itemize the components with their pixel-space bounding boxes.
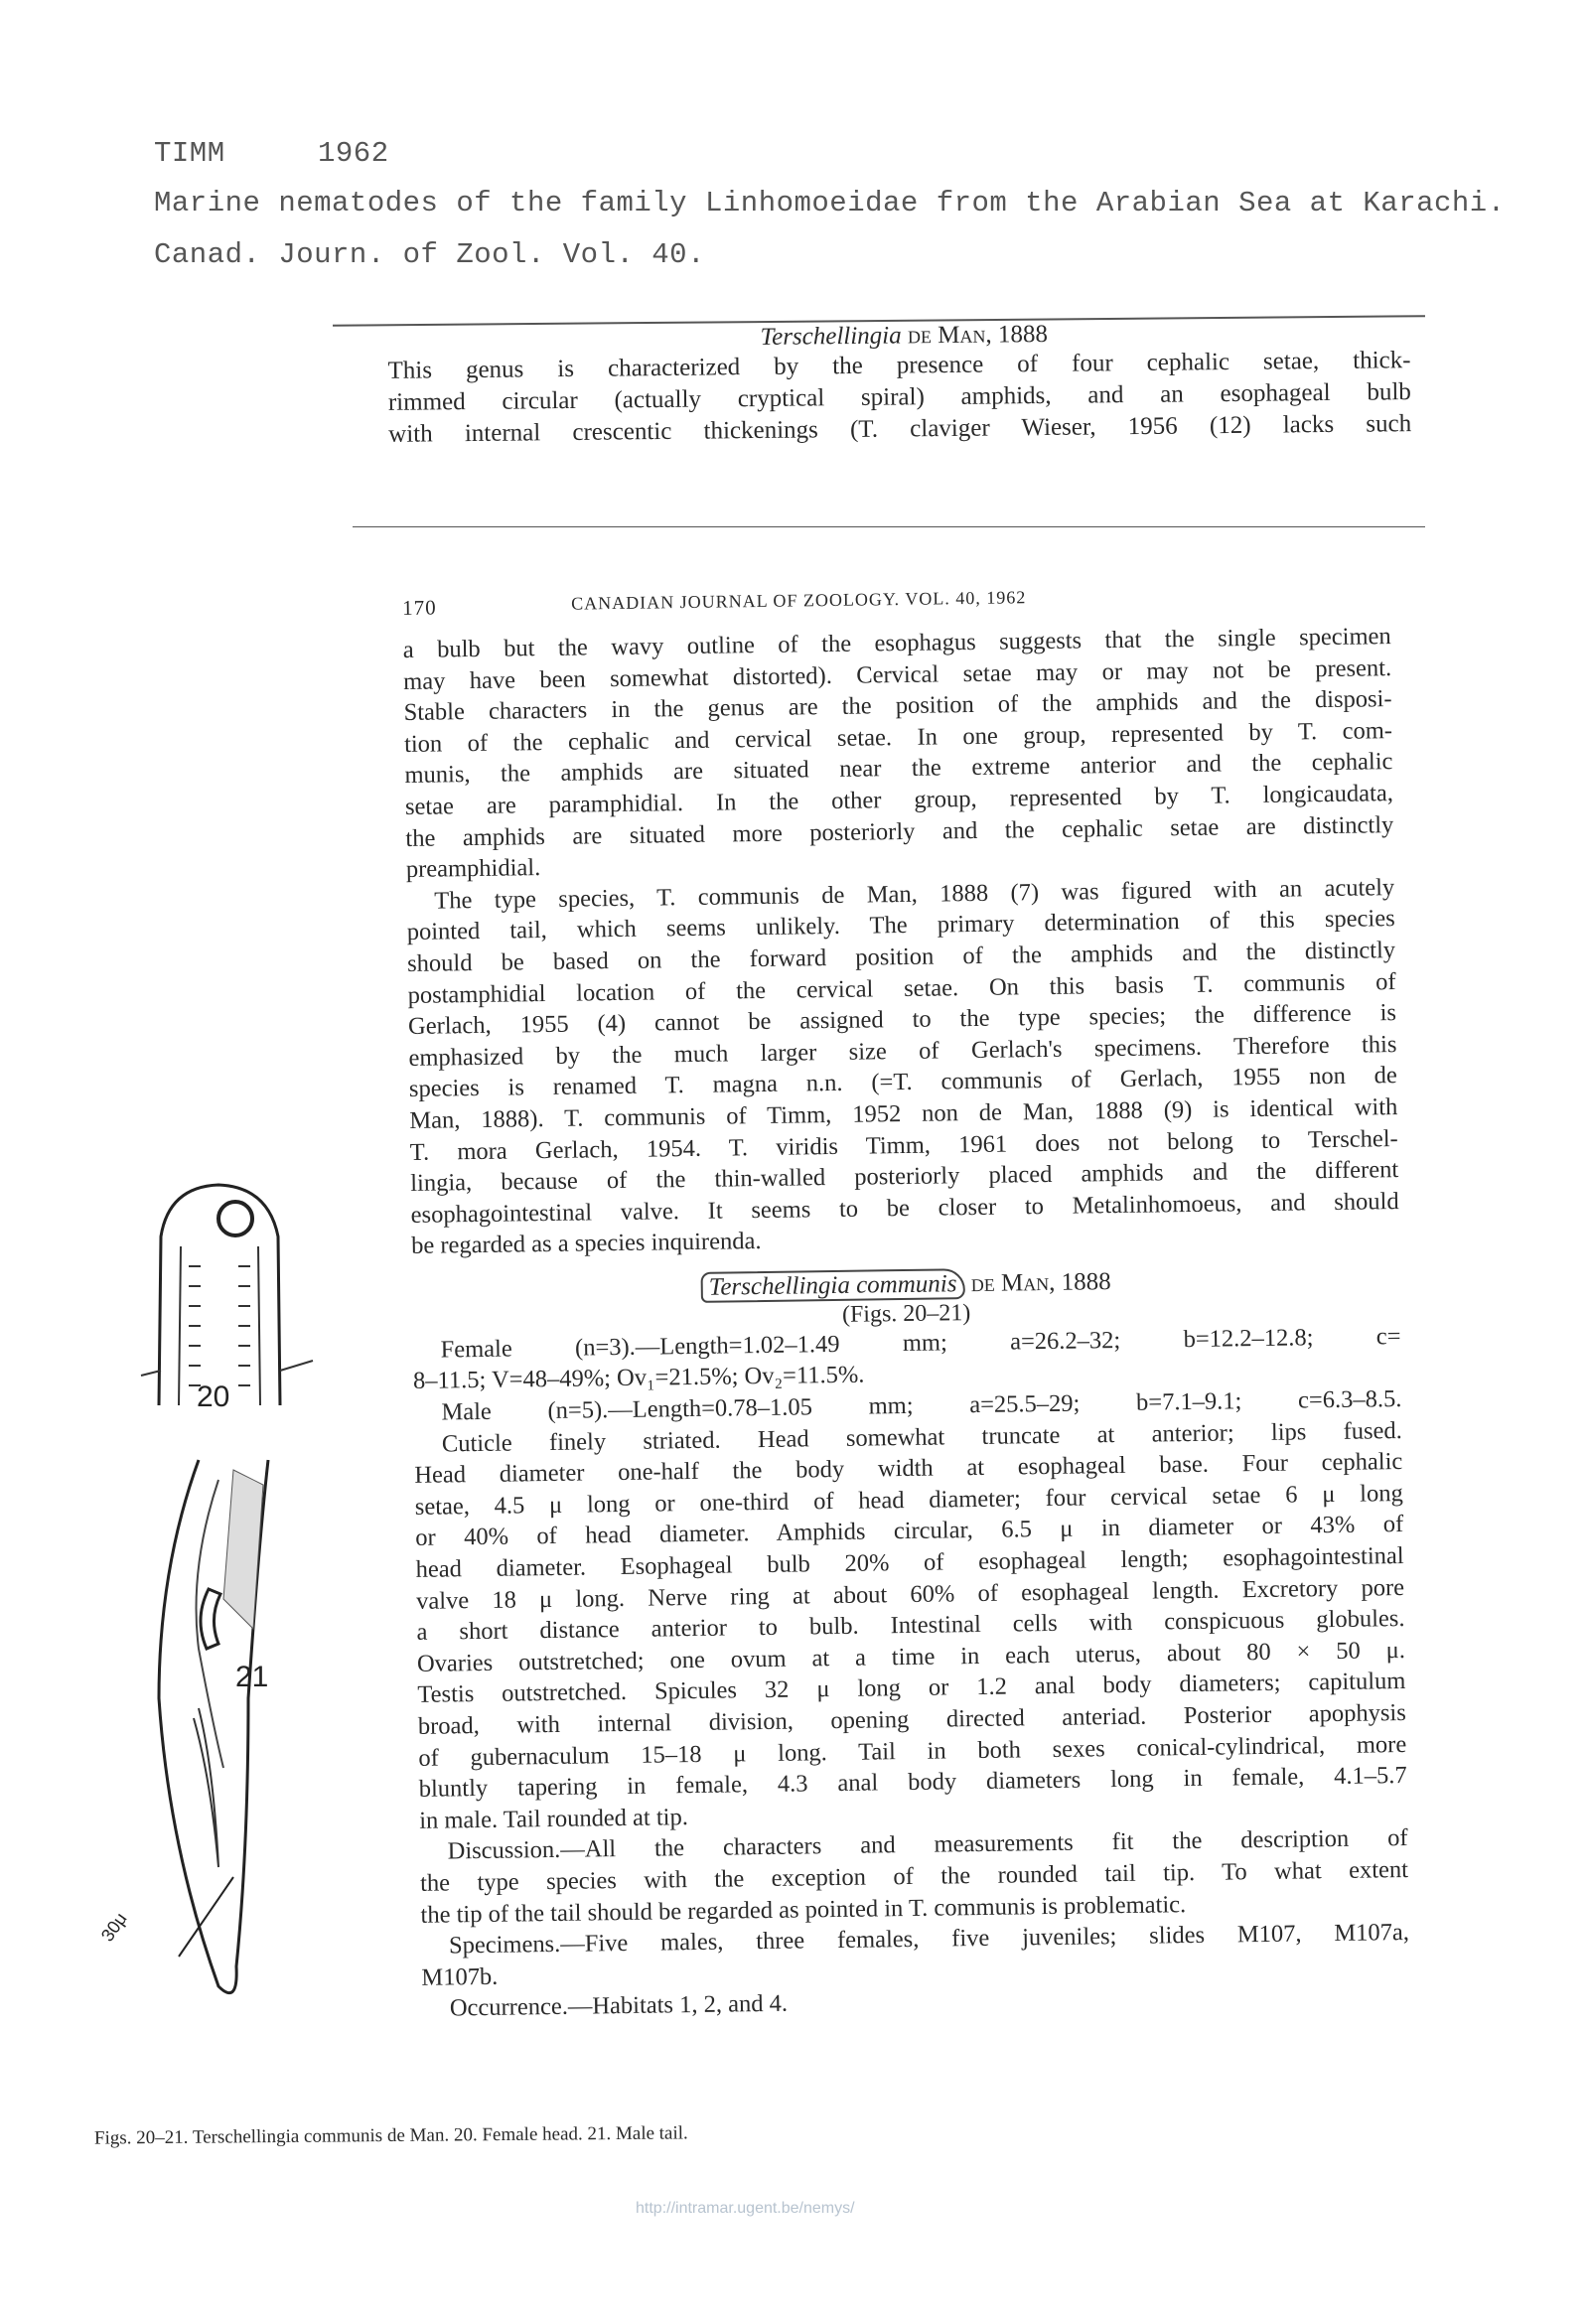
genus-name: Terschellingia (760, 322, 902, 351)
text-line: tion of the cephalic and cervical setae. In one group, represented by T. com- (403, 716, 1393, 758)
text-line: of gubernaculum 15–18 μ long. Tail in both sexes conical-cylindrical, more (418, 1730, 1407, 1772)
typed-journal: Canad. Journ. of Zool. Vol. 40. (154, 238, 705, 271)
text-line: bluntly tapering in female, 4.3 anal body diameters long in female, 4.1–5.7 (418, 1762, 1407, 1804)
text-line: Occurrence.—Habitats 1, 2, and 4. (449, 1990, 789, 2022)
text-line: Discussion.—All the characters and measurements fit the description of (447, 1824, 1408, 1865)
figure-caption: Figs. 20–21. Terschellingia communis de Man. 20. Female head. 21. Male tail. (93, 2122, 688, 2149)
clipping-bottom-rule (353, 526, 1425, 527)
text-line: Man, 1888). T. communis of Timm, 1952 non de Man, 1888 (9) is identical with (409, 1092, 1398, 1134)
text-line: a short distance anterior to bulb. Intestinal cells with conspicuous globules. (416, 1605, 1405, 1647)
text-line: valve 18 μ long. Nerve ring at about 60% of esophageal length. Excretory pore (415, 1573, 1405, 1615)
text-line: esophagointestinal valve. It seems to be closer to Metalinhomoeus, and should (410, 1187, 1399, 1229)
text-line: with internal crescentic thickenings (T. claviger Wieser, 1956 (12) lacks such (388, 410, 1412, 448)
text-line: M107b. (421, 1962, 499, 1991)
text-line: This genus is characterized by the presence of four cephalic setae, thick- (387, 347, 1411, 384)
genus-clipping (377, 307, 1431, 451)
typed-author: TIMM (154, 137, 225, 170)
text-line: Gerlach, 1955 (4) cannot be assigned to the type species; the difference is (407, 999, 1397, 1041)
text-line: Female (n=3).—Length=1.02–1.49 mm; a=26.2–32; b=12.2–12.8; c= (440, 1322, 1401, 1364)
text-line: postamphidial location of the cervical setae. On this basis T. communis of (407, 967, 1396, 1009)
text-line: Testis outstretched. Spicules 32 μ long or 1.2 anal body diameters; capitulum (417, 1668, 1406, 1709)
species-name: Terschellingia communis (701, 1268, 965, 1303)
scale-bar-label: 30μ (96, 1909, 131, 1946)
fig21-label: 21 (235, 1661, 269, 1693)
text-line: should be based on the forward position of the amphids and the distinctly (406, 937, 1396, 977)
text-line: setae are paramphidial. In the other group, represented by T. longicaudata, (404, 780, 1394, 820)
text-line: 8–11.5; V=48–49%; Ov₁=21.5%; Ov₂=11.5%. (412, 1362, 865, 1395)
text-line: lingia, because of the thin-walled posteriorly placed amphids and the different (410, 1156, 1399, 1198)
page-number: 170 (402, 595, 437, 620)
text-line: species is renamed T. magna n.n. (=T. communis of Gerlach, 1955 non de (408, 1062, 1398, 1103)
typed-year: 1962 (318, 137, 389, 170)
text-line: T. mora Gerlach, 1954. T. viridis Timm, 1961 does not belong to Terschel- (409, 1124, 1398, 1166)
typed-title: Marine nematodes of the family Linhomoeidae from the Arabian Sea at Karachi. (154, 187, 1506, 219)
fig21-male-tail (139, 1450, 298, 2006)
fig20-female-head (139, 1177, 338, 1405)
body-text-1 (403, 621, 1400, 1262)
text-line: or 40% of head diameter. Amphids circular, 6.5 μ in diameter or 43% of (415, 1511, 1404, 1552)
text-line: head diameter. Esophageal bulb 20% of esophageal length; esophagointestinal (415, 1542, 1404, 1583)
text-line: Ovaries outstretched; one ovum at a time in each uterus, about 80 × 50 μ. (416, 1636, 1406, 1677)
journal-page (402, 582, 1410, 2025)
text-line: the amphids are situated more posteriorly and the cephalic setae are distinctly (405, 810, 1394, 852)
text-line: may have been somewhat distorted). Cervical setae may or may not be present. (403, 654, 1392, 695)
body-text-2 (412, 1321, 1410, 2025)
text-line: Male (n=5).—Length=0.78–1.05 mm; a=25.5–29; b=7.1–9.1; c=6.3–8.5. (441, 1385, 1402, 1426)
text-line: a bulb but the wavy outline of the esophagus suggests that the single specimen (402, 623, 1391, 663)
text-line: The type species, T. communis de Man, 1888 (7) was figured with an acutely (434, 873, 1395, 915)
fig20-label: 20 (197, 1380, 230, 1413)
text-line: the type species with the exception of the rounded tail tip. To what extent (419, 1855, 1409, 1897)
text-line: Cuticle finely striated. Head somewhat truncate at anterior; lips fused. (441, 1416, 1403, 1458)
text-line: in male. Tail rounded at tip. (419, 1803, 689, 1834)
figs-reference: (Figs. 20–21) (841, 1299, 971, 1328)
text-line: preamphidial. (405, 854, 541, 884)
journal-running-title: CANADIAN JOURNAL OF ZOOLOGY. VOL. 40, 1962 (570, 587, 1027, 614)
text-line: broad, with internal division, opening directed anteriad. Posterior apophysis (417, 1698, 1406, 1740)
watermark: http://intramar.ugent.be/nemys/ (636, 2200, 855, 2217)
species-authority: de Man, 1888 (970, 1267, 1111, 1297)
text-line: munis, the amphids are situated near the extreme anterior and the cephalic (404, 748, 1393, 790)
text-line: Specimens.—Five males, three females, five juveniles; slides M107, M107a, (448, 1919, 1410, 1960)
text-line: the tip of the tail should be regarded as pointed in T. communis is problematic. (420, 1890, 1187, 1929)
text-line: rimmed circular (actually cryptical spiral) amphids, and an esophageal bulb (387, 378, 1411, 416)
text-line: be regarded as a species inquirenda. (410, 1228, 762, 1260)
text-line: Stable characters in the genus are the position of the amphids and the disposi- (403, 685, 1392, 727)
running-head (402, 582, 1390, 621)
text-line: pointed tail, which seems unlikely. The primary determination of this species (406, 905, 1395, 946)
text-line: setae, 4.5 μ long or one-third of head diameter; four cervical setae 6 μ long (414, 1479, 1403, 1521)
text-line: Head diameter one-half the body width at esophageal base. Four cephalic (414, 1448, 1403, 1490)
text-line: emphasized by the much larger size of Gerlach's specimens. Therefore this (408, 1030, 1397, 1072)
genus-authority: de Man, 1888 (907, 320, 1049, 350)
